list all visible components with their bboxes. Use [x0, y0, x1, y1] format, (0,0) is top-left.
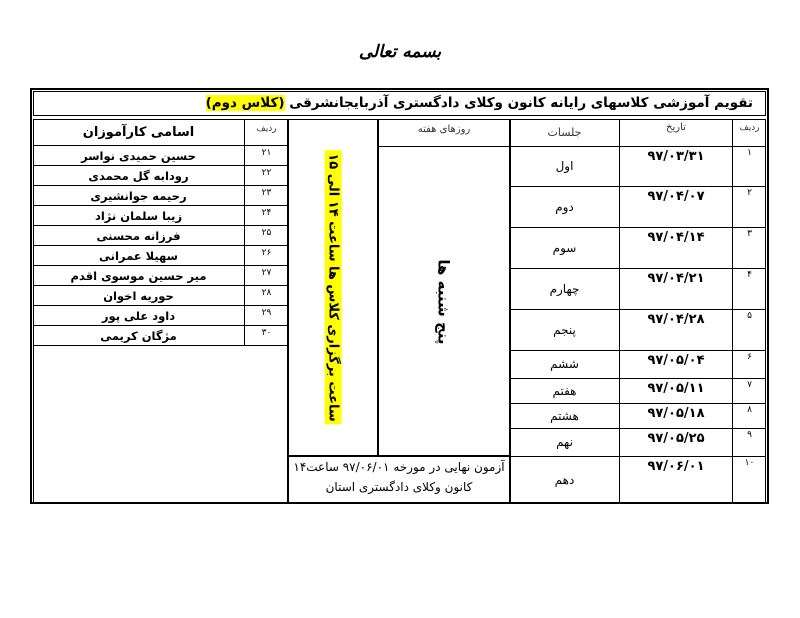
session-header: جلسات [510, 119, 620, 147]
row-number-cell: ۷ [733, 379, 766, 404]
student-row-number: ۲۲ [245, 166, 288, 186]
student-name: داود علی پور [33, 306, 245, 326]
row-number-cell: ۶ [733, 351, 766, 379]
row-number-cell: ۹ [733, 429, 766, 457]
date-cell: ۹۷/۰۵/۰۴ [620, 351, 733, 379]
date-cell: ۹۷/۰۵/۱۸ [620, 404, 733, 429]
row-header: ردیف [733, 119, 766, 147]
student-row-number: ۲۶ [245, 246, 288, 266]
title-main: تقویم آموزشی کلاسهای رایانه کانون وکلای دادگستری آذربایجانشرقی [289, 95, 753, 111]
student-name: میر حسین موسوی اقدم [33, 266, 245, 286]
student-name: رحیمه جوانشیری [33, 186, 245, 206]
date-cell: ۹۷/۰۳/۳۱ [620, 147, 733, 187]
class-time-cell [288, 119, 378, 456]
student-name: مژگان کریمی [33, 326, 245, 346]
page-title [33, 91, 766, 116]
row-number-cell: ۵ [733, 310, 766, 351]
student-name: حوریه اخوان [33, 286, 245, 306]
student-row-number: ۲۴ [245, 206, 288, 226]
student-name: رودابه گل محمدی [33, 166, 245, 186]
students-row-header: ردیف [245, 119, 288, 146]
final-exam-line-2: کانون وکلای دادگستری استان [325, 480, 473, 494]
row-number-cell: ۲ [733, 187, 766, 228]
session-cell: سوم [510, 228, 620, 269]
session-cell: ششم [510, 351, 620, 379]
weekday-value: پنج شنبه ها [434, 258, 453, 345]
weekday-header: روزهای هفته [378, 119, 510, 147]
student-row-number: ۲۳ [245, 186, 288, 206]
student-row-number: ۳۰ [245, 326, 288, 346]
date-cell: ۹۷/۰۴/۱۴ [620, 228, 733, 269]
student-name: حسین حمیدی نواسر [33, 146, 245, 166]
student-row-number: ۲۷ [245, 266, 288, 286]
row-number-cell: ۱ [733, 147, 766, 187]
row-number-cell: ۳ [733, 228, 766, 269]
session-cell: اول [510, 147, 620, 187]
row-number-cell: ۱۰ [744, 458, 755, 468]
student-name: سهیلا عمرانی [33, 246, 245, 266]
basmala-heading: بسمه تعالی [358, 42, 442, 62]
weekday-cell [378, 147, 510, 456]
date-header: تاریخ [620, 119, 733, 147]
session-cell: هفتم [510, 379, 620, 404]
students-name-header: اسامی کارآموزان [33, 119, 245, 146]
session-cell: دهم [510, 457, 620, 504]
date-cell: ۹۷/۰۴/۰۷ [620, 187, 733, 228]
date-cell: ۹۷/۰۵/۲۵ [620, 429, 733, 457]
date-cell: ۹۷/۰۴/۲۸ [620, 310, 733, 351]
student-name: زیبا سلمان نژاد [33, 206, 245, 226]
row-number-cell: ۸ [733, 404, 766, 429]
student-row-number: ۲۵ [245, 226, 288, 246]
date-cell: ۹۷/۰۵/۱۱ [620, 379, 733, 404]
session-cell: پنجم [510, 310, 620, 351]
student-row-number: ۲۹ [245, 306, 288, 326]
row-number-cell: ۴ [733, 269, 766, 310]
session-cell: دوم [510, 187, 620, 228]
session-cell: نهم [510, 429, 620, 457]
student-row-number: ۲۱ [245, 146, 288, 166]
student-name: فرزانه محسنی [33, 226, 245, 246]
session-cell: هشتم [510, 404, 620, 429]
date-cell: ۹۷/۰۶/۰۱ [620, 457, 733, 504]
final-exam-line-1: آزمون نهایی در مورخه ۹۷/۰۶/۰۱ ساعت۱۴ [293, 460, 505, 474]
date-cell: ۹۷/۰۴/۲۱ [620, 269, 733, 310]
session-cell: چهارم [510, 269, 620, 310]
title-class-highlight: (کلاس دوم) [205, 95, 285, 111]
student-row-number: ۲۸ [245, 286, 288, 306]
class-time-note: ساعت برگزاری کلاس ها ساعت ۱۴ الی ۱۵ [325, 150, 342, 424]
